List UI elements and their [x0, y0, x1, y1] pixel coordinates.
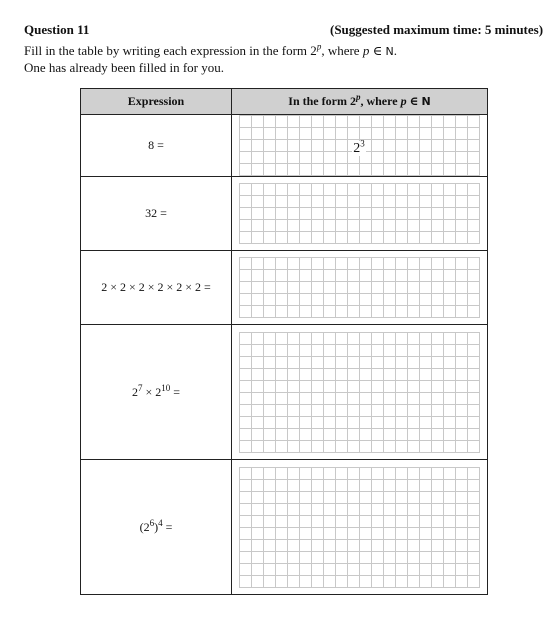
table-row [81, 325, 488, 460]
answer-cell[interactable] [232, 251, 488, 325]
expression-cell: 32 = [81, 177, 232, 251]
question-number: Question 11 [24, 22, 90, 37]
table-row [81, 460, 488, 595]
answer-cell[interactable] [232, 325, 488, 460]
table-row [81, 177, 488, 251]
answer-grid[interactable] [239, 183, 480, 244]
answer-cell[interactable] [232, 460, 488, 595]
column-header-form: In the form 2$^p$, where p ∈ N [232, 89, 488, 115]
answer-grid[interactable] [239, 257, 480, 318]
instruction-line-2: One has already been filled in for you. [24, 60, 224, 75]
filled-answer: $2^3$ [353, 138, 365, 156]
answer-grid[interactable] [239, 467, 480, 588]
column-header-expression: Expression [81, 89, 232, 115]
expression-cell: $2^7 \times 2^{10}$ = [81, 325, 232, 460]
expression-cell: 8 = [81, 115, 232, 177]
table-row [81, 115, 488, 177]
expression-cell: 2 × 2 × 2 × 2 × 2 × 2 = [81, 251, 232, 325]
answer-cell[interactable] [232, 177, 488, 251]
instruction-line-1: Fill in the table by writing each expression in the form 2$^p$, where p ∈ N. [24, 41, 397, 58]
answer-grid[interactable] [239, 332, 480, 453]
answer-cell[interactable] [232, 115, 488, 177]
table-header-row [81, 89, 488, 115]
answer-grid[interactable] [239, 115, 480, 176]
table-row [81, 251, 488, 325]
expression-cell: $(2^6)^4$ = [81, 460, 232, 595]
answer-table [80, 88, 488, 595]
suggested-time: (Suggested maximum time: 5 minutes) [330, 22, 544, 37]
